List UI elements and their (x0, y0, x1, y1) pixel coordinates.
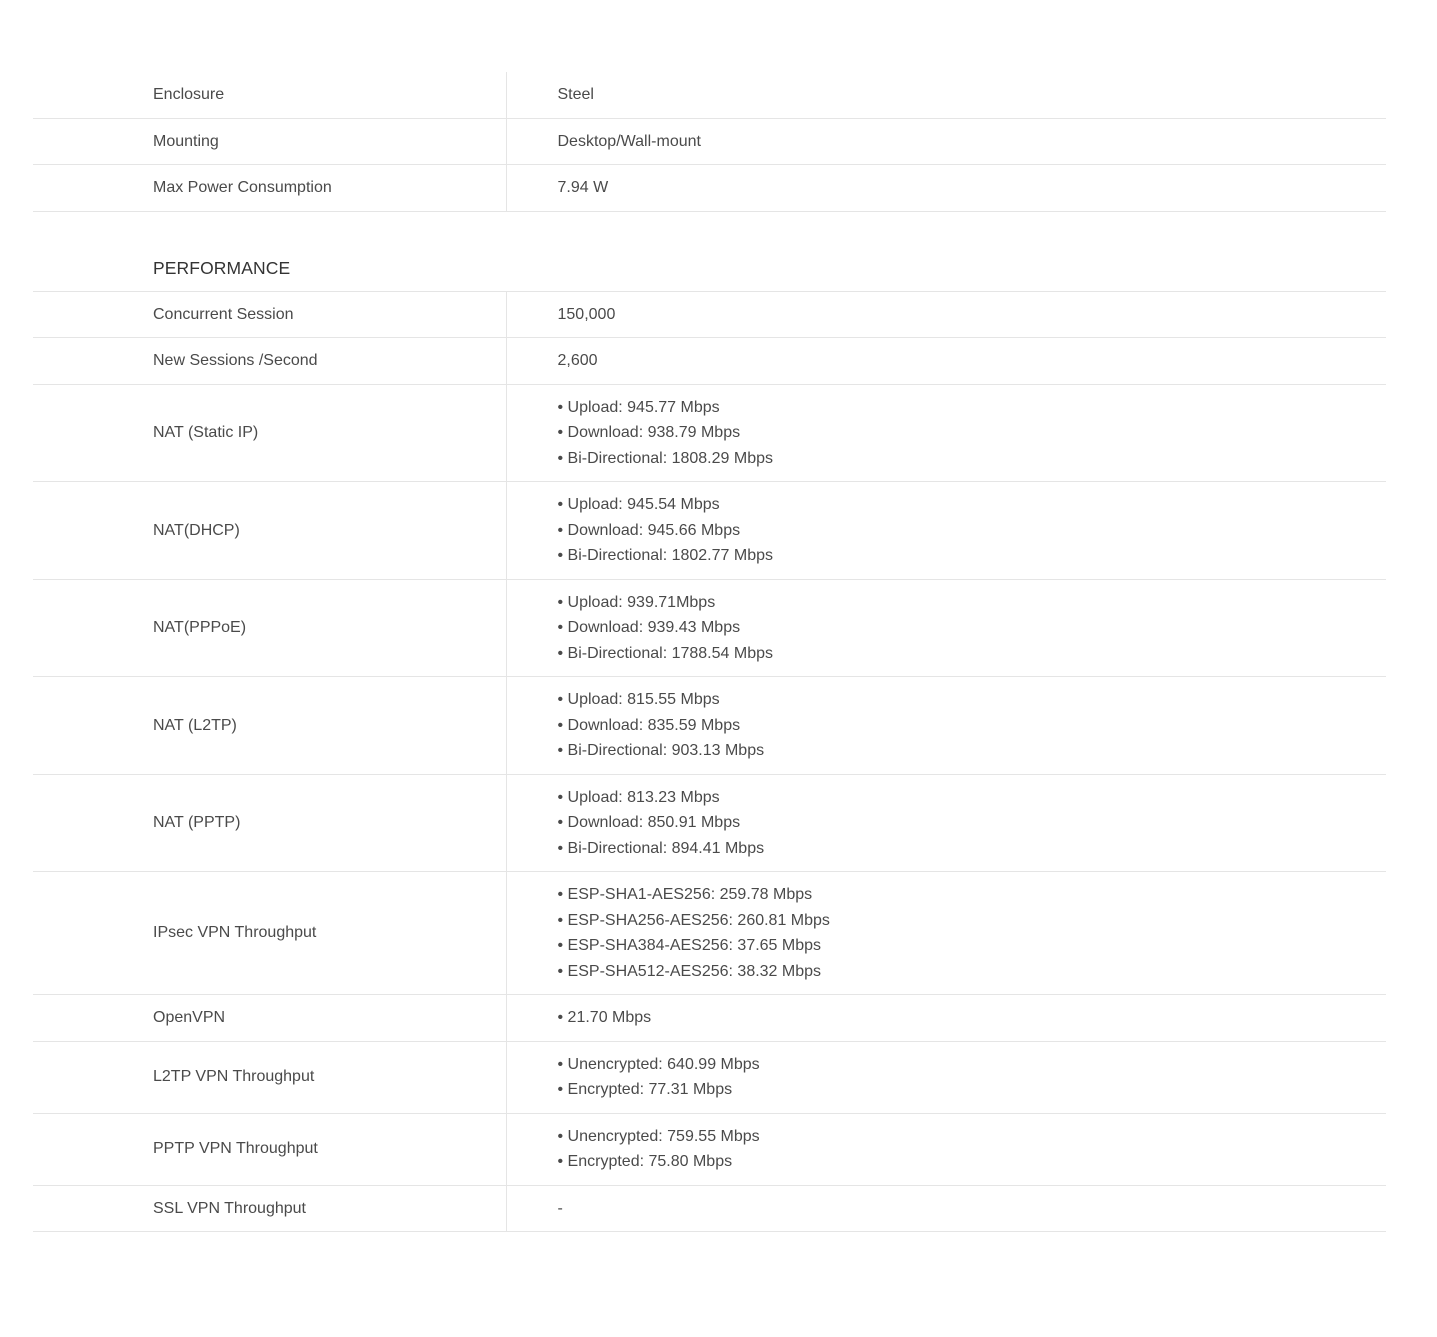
spec-value-line: • Download: 939.43 Mbps (557, 619, 741, 636)
spec-row (33, 118, 1386, 165)
performance-spec-body (33, 292, 1386, 1232)
spec-value (506, 338, 1386, 385)
spec-value-line: • Upload: 945.77 Mbps (557, 398, 720, 416)
spec-value-line: • Bi-Directional: 1802.77 Mbps (557, 547, 773, 564)
spec-label: NAT (PPTP) (33, 774, 506, 872)
spec-value-line: • Download: 850.91 Mbps (557, 814, 741, 831)
spec-label: NAT (L2TP) (33, 677, 506, 775)
spec-label: Concurrent Session (33, 292, 506, 338)
spec-value (506, 1113, 1386, 1185)
spec-label: Enclosure (33, 72, 506, 118)
spec-row (33, 677, 1386, 775)
section-spacer (33, 212, 1386, 246)
spec-value-line: • Encrypted: 77.31 Mbps (557, 1081, 733, 1098)
spec-label: Max Power Consumption (33, 165, 506, 212)
spec-value-line: • Bi-Directional: 894.41 Mbps (557, 839, 765, 857)
spec-value-line: • Upload: 945.54 Mbps (557, 496, 720, 513)
spec-value-line: • Bi-Directional: 903.13 Mbps (557, 742, 765, 759)
spec-value-line: • ESP-SHA256-AES256: 260.81 Mbps (557, 911, 830, 929)
spec-value (506, 384, 1386, 482)
spec-label: NAT (Static IP) (33, 384, 506, 482)
spec-value (506, 1185, 1386, 1232)
spec-value (506, 995, 1386, 1042)
spec-value (506, 118, 1386, 165)
spec-row (33, 482, 1386, 580)
section-title-performance: PERFORMANCE (33, 246, 1386, 292)
spec-row (33, 995, 1386, 1042)
spec-value (506, 579, 1386, 677)
spec-value-line: • Bi-Directional: 1808.29 Mbps (557, 449, 773, 467)
spec-row (33, 774, 1386, 872)
spec-row (33, 872, 1386, 995)
spec-label: L2TP VPN Throughput (33, 1041, 506, 1113)
spec-value-line: • Bi-Directional: 1788.54 Mbps (557, 644, 773, 662)
spec-value-line: Steel (557, 86, 594, 103)
general-spec-body (33, 72, 1386, 211)
spec-label: PPTP VPN Throughput (33, 1113, 506, 1185)
general-spec-table (33, 72, 1386, 212)
performance-spec-table (33, 292, 1386, 1233)
spec-row (33, 384, 1386, 482)
spec-value-line: • Download: 938.79 Mbps (557, 424, 741, 441)
spec-value (506, 292, 1386, 338)
spec-label: Mounting (33, 118, 506, 165)
spec-value-line: • Download: 945.66 Mbps (557, 521, 741, 539)
spec-value-line: • ESP-SHA1-AES256: 259.78 Mbps (557, 886, 813, 903)
spec-value-line: 2,600 (557, 352, 598, 369)
spec-label: NAT(DHCP) (33, 482, 506, 580)
spec-row (33, 1041, 1386, 1113)
spec-value (506, 872, 1386, 995)
spec-value (506, 677, 1386, 775)
spec-value (506, 774, 1386, 872)
spec-value (506, 1041, 1386, 1113)
spec-value-line: • 21.70 Mbps (557, 1009, 652, 1026)
spec-value-line: • ESP-SHA512-AES256: 38.32 Mbps (557, 962, 822, 980)
spec-value-line: 150,000 (557, 305, 616, 323)
spec-row (33, 1113, 1386, 1185)
spec-value-line: • Unencrypted: 759.55 Mbps (557, 1127, 760, 1145)
spec-label: SSL VPN Throughput (33, 1185, 506, 1232)
spec-value-line: • Download: 835.59 Mbps (557, 716, 741, 734)
spec-label: OpenVPN (33, 995, 506, 1042)
spec-value-line: • Unencrypted: 640.99 Mbps (557, 1055, 760, 1073)
spec-row (33, 1185, 1386, 1232)
spec-value (506, 72, 1386, 118)
spec-row (33, 72, 1386, 118)
spec-value-line: • Upload: 813.23 Mbps (557, 788, 720, 806)
spec-row (33, 165, 1386, 212)
spec-row (33, 579, 1386, 677)
spec-value-line: 7.94 W (557, 179, 609, 196)
spec-label: NAT(PPPoE) (33, 579, 506, 677)
spec-row (33, 338, 1386, 385)
spec-value-line: • Upload: 815.55 Mbps (557, 691, 720, 708)
spec-value (506, 482, 1386, 580)
spec-value-line: • Encrypted: 75.80 Mbps (557, 1153, 733, 1170)
spec-value-line: - (557, 1199, 563, 1217)
spec-value-line: • ESP-SHA384-AES256: 37.65 Mbps (557, 937, 822, 954)
spec-sheet (33, 72, 1386, 1232)
spec-value-line: • Upload: 939.71Mbps (557, 593, 716, 611)
spec-label: IPsec VPN Throughput (33, 872, 506, 995)
spec-value (506, 165, 1386, 212)
spec-value-line: Desktop/Wall-mount (557, 132, 701, 150)
spec-row (33, 292, 1386, 338)
spec-label: New Sessions /Second (33, 338, 506, 385)
